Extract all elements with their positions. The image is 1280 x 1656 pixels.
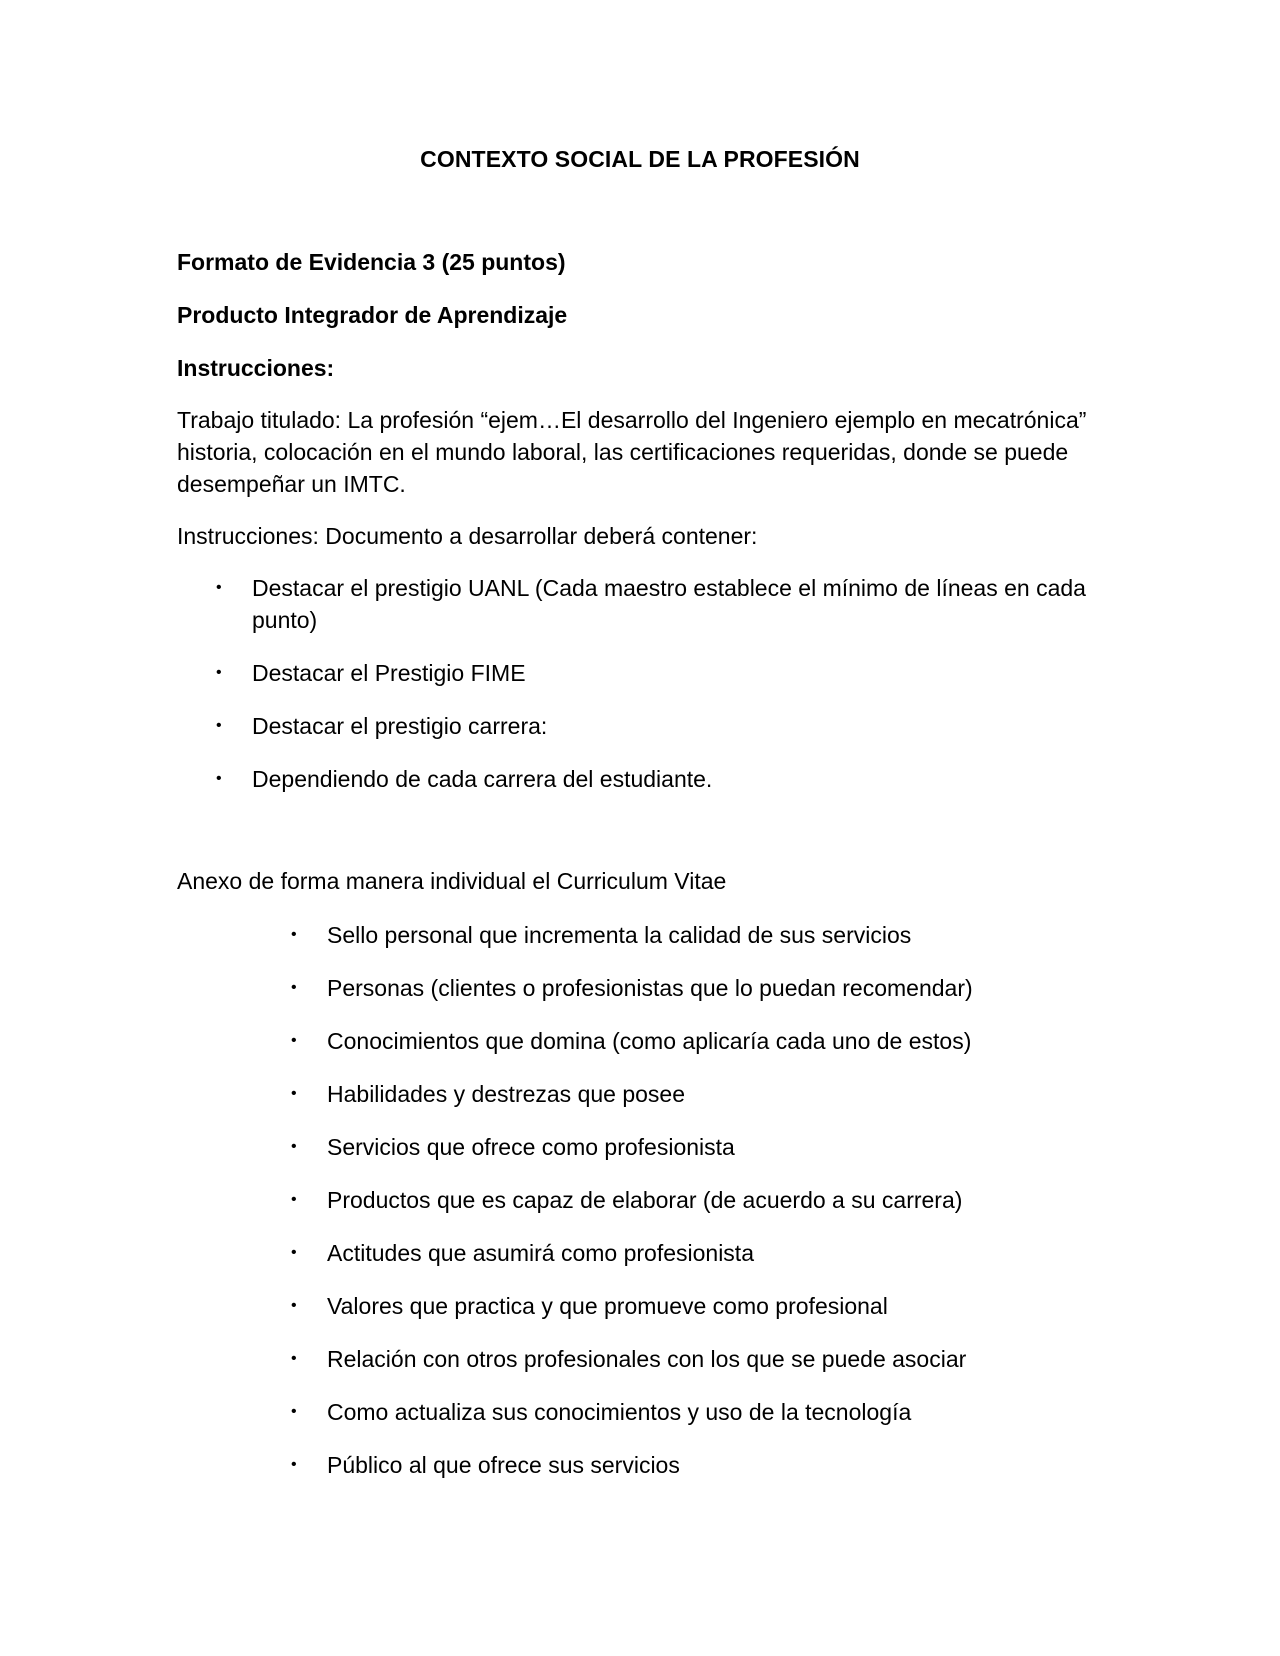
- cv-bullet-list: [177, 919, 1117, 1481]
- list-item-text: Dependiendo de cada carrera del estudiante.: [252, 766, 713, 792]
- paragraph-instructions: Instrucciones: Documento a desarrollar deberá contener:: [177, 523, 758, 549]
- list-item-text: Servicios que ofrece como profesionista: [327, 1134, 735, 1160]
- paragraph-work-title: Trabajo titulado: La profesión “ejem…El desarrollo del Ingeniero ejemplo en mecatrónica” historia, colocación en el mundo laboral, las certificaciones requeridas, donde se puede desempeñar un IMTC.: [177, 407, 1087, 497]
- list-item-text: Habilidades y destrezas que posee: [327, 1081, 686, 1107]
- bullet-icon: •: [291, 1191, 297, 1208]
- list-item: [177, 657, 1117, 689]
- list-item-text: Sello personal que incrementa la calidad de sus servicios: [327, 922, 912, 948]
- list-item-text: Personas (clientes o profesionistas que lo puedan recomendar): [327, 975, 973, 1001]
- list-item: [177, 1025, 1117, 1057]
- list-item-text: Destacar el prestigio UANL (Cada maestro establece el mínimo de líneas en cada punto): [252, 575, 1086, 633]
- bullet-icon: •: [291, 1138, 297, 1155]
- heading-integrator-product: Producto Integrador de Aprendizaje: [177, 302, 568, 328]
- list-item: [177, 572, 1117, 636]
- list-item: [177, 1396, 1117, 1428]
- list-item: [177, 710, 1117, 742]
- list-item: [177, 763, 1117, 795]
- list-item-text: Relación con otros profesionales con los que se puede asociar: [327, 1346, 967, 1372]
- bullet-icon: •: [216, 664, 222, 681]
- bullet-icon: •: [216, 717, 222, 734]
- bullet-icon: •: [291, 926, 297, 943]
- bullet-icon: •: [291, 979, 297, 996]
- list-item: [177, 919, 1117, 951]
- list-item: [177, 1078, 1117, 1110]
- bullet-icon: •: [291, 1085, 297, 1102]
- list-item: [177, 972, 1117, 1004]
- bullet-icon: •: [291, 1244, 297, 1261]
- bullet-icon: •: [216, 770, 222, 787]
- list-item: [177, 1449, 1117, 1481]
- primary-bullet-list: [177, 572, 1117, 795]
- list-item-text: Destacar el Prestigio FIME: [252, 660, 526, 686]
- list-item: [177, 1343, 1117, 1375]
- list-item-text: Conocimientos que domina (como aplicaría cada uno de estos): [327, 1028, 972, 1054]
- list-item-text: Como actualiza sus conocimientos y uso de la tecnología: [327, 1399, 912, 1425]
- bullet-icon: •: [216, 579, 222, 596]
- list-item: [177, 1184, 1117, 1216]
- document-title: CONTEXTO SOCIAL DE LA PROFESIÓN: [420, 146, 860, 172]
- list-item-text: Valores que practica y que promueve como profesional: [327, 1293, 888, 1319]
- list-item: [177, 1237, 1117, 1269]
- list-item-text: Actitudes que asumirá como profesionista: [327, 1240, 754, 1266]
- list-item-text: Destacar el prestigio carrera:: [252, 713, 548, 739]
- bullet-icon: •: [291, 1032, 297, 1049]
- heading-evidence-format: Formato de Evidencia 3 (25 puntos): [177, 249, 566, 275]
- section-spacer: [177, 816, 1117, 865]
- paragraph-annex-cv: Anexo de forma manera individual el Curriculum Vitae: [177, 868, 727, 894]
- bullet-icon: •: [291, 1297, 297, 1314]
- bullet-icon: •: [291, 1403, 297, 1420]
- document-body: [177, 246, 1117, 1502]
- list-item-text: Público al que ofrece sus servicios: [327, 1452, 680, 1478]
- bullet-icon: •: [291, 1456, 297, 1473]
- bullet-icon: •: [291, 1350, 297, 1367]
- heading-instructions: Instrucciones:: [177, 355, 335, 381]
- list-item: [177, 1131, 1117, 1163]
- list-item-text: Productos que es capaz de elaborar (de acuerdo a su carrera): [327, 1187, 963, 1213]
- list-item: [177, 1290, 1117, 1322]
